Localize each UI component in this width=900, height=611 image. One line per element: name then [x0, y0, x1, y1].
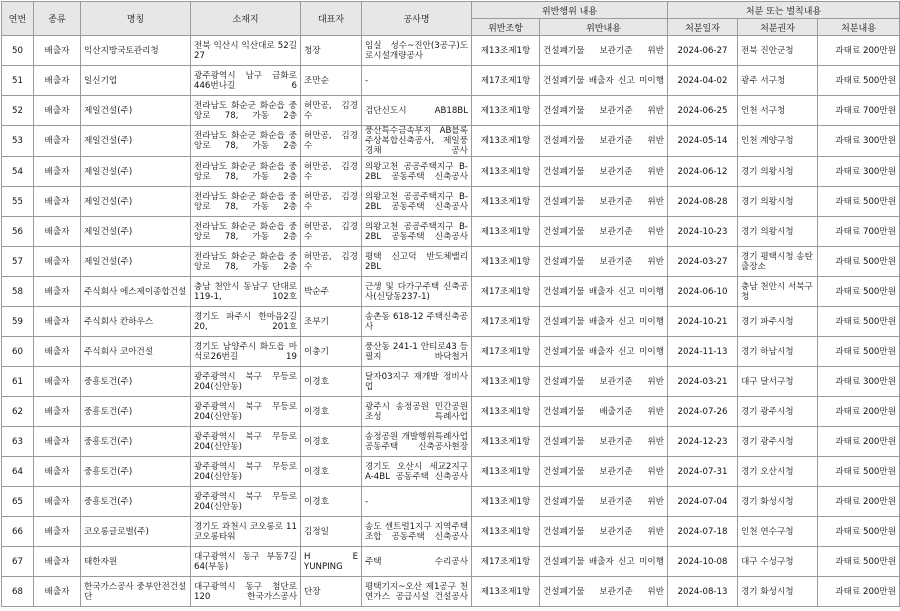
cell-rep: 허만공, 김경수 — [301, 187, 362, 217]
cell-type: 배출자 — [34, 397, 81, 427]
cell-date: 2024-06-10 — [668, 277, 738, 307]
cell-no: 54 — [2, 157, 34, 187]
cell-authority: 인천 서구청 — [738, 96, 818, 126]
cell-type: 배출자 — [34, 547, 81, 577]
cell-type: 배출자 — [34, 487, 81, 517]
header-type: 종류 — [34, 2, 81, 36]
cell-name: 중흥토건(주) — [81, 367, 191, 397]
cell-authority: 경기 하남시청 — [738, 337, 818, 367]
cell-penalty: 과태료 200만원 — [818, 36, 900, 66]
cell-project: 송정공원 개발행위특례사업 공동주택 신축공사현장 — [362, 427, 472, 457]
cell-name: 일신기업 — [81, 66, 191, 96]
cell-clause: 제13조제1항 — [472, 247, 540, 277]
cell-address: 충남 천안시 동남구 단대로 119-1, 102호 — [191, 277, 301, 307]
cell-address: 광주광역시 북구 무등로 204(신안동) — [191, 457, 301, 487]
cell-violation: 건설폐기물 보관기준 위반 — [540, 457, 668, 487]
header-address: 소재지 — [191, 2, 301, 36]
table-row — [2, 36, 900, 66]
cell-penalty: 과태료 500만원 — [818, 457, 900, 487]
cell-violation: 건설폐기물 보관기준 위반 — [540, 217, 668, 247]
cell-date: 2024-07-04 — [668, 487, 738, 517]
cell-authority: 경기 의왕시청 — [738, 157, 818, 187]
cell-name: 제일건설(주) — [81, 96, 191, 126]
cell-name: 주식회사 에스제이종합건설 — [81, 277, 191, 307]
cell-no: 63 — [2, 427, 34, 457]
cell-authority: 전북 진안군청 — [738, 36, 818, 66]
table-row — [2, 277, 900, 307]
cell-no: 67 — [2, 547, 34, 577]
cell-violation: 건설폐기물 보관기준 위반 — [540, 126, 668, 157]
penalty-table — [1, 1, 900, 607]
cell-address: 전북 익산시 익산대로 52길 27 — [191, 36, 301, 66]
cell-penalty: 과태료 500만원 — [818, 517, 900, 547]
cell-date: 2024-12-23 — [668, 427, 738, 457]
cell-rep: 허만공, 김경수 — [301, 217, 362, 247]
cell-penalty: 과태료 200만원 — [818, 577, 900, 607]
cell-authority: 경기 광주시청 — [738, 397, 818, 427]
table-row — [2, 487, 900, 517]
cell-address: 대구광역시 동구 부동7길 64(부동) — [191, 547, 301, 577]
cell-date: 2024-10-23 — [668, 217, 738, 247]
cell-address: 전라남도 화순군 화순읍 중앙로 78, 가동 2층 — [191, 247, 301, 277]
cell-rep: 허만공, 김경수 — [301, 96, 362, 126]
table-row — [2, 187, 900, 217]
cell-no: 65 — [2, 487, 34, 517]
cell-date: 2024-03-27 — [668, 247, 738, 277]
header-clause: 위반조항 — [472, 19, 540, 36]
cell-rep: 청장 — [301, 36, 362, 66]
cell-no: 52 — [2, 96, 34, 126]
cell-address: 대구광역시 동구 첨단로 120 한국가스공사 — [191, 577, 301, 607]
cell-violation: 건설폐기물 보관기준 위반 — [540, 487, 668, 517]
cell-name: 중흥토건(주) — [81, 457, 191, 487]
cell-date: 2024-03-21 — [668, 367, 738, 397]
cell-clause: 제13조제1항 — [472, 157, 540, 187]
cell-date: 2024-07-18 — [668, 517, 738, 547]
cell-rep: 박순주 — [301, 277, 362, 307]
cell-date: 2024-06-12 — [668, 157, 738, 187]
table-row — [2, 517, 900, 547]
cell-violation: 건설폐기물 보관기준 위반 — [540, 157, 668, 187]
cell-clause: 제17조제1항 — [472, 66, 540, 96]
cell-project: 주택 수리공사 — [362, 547, 472, 577]
cell-address: 경기도 파주시 한마음2길 20, 201호 — [191, 307, 301, 337]
cell-address: 광주광역시 북구 무등로 204(신안동) — [191, 487, 301, 517]
cell-authority: 대구 수성구청 — [738, 547, 818, 577]
cell-authority: 경기 오산시청 — [738, 457, 818, 487]
cell-project: 풍산동 241-1 안티로43 등 필지 바닥철거 — [362, 337, 472, 367]
cell-address: 광주광역시 북구 무등로 204(신안동) — [191, 427, 301, 457]
cell-project: 달자03지구 재개발 정비사업 — [362, 367, 472, 397]
cell-project: 의왕고천 공공주택지구 B-2BL 공동주택 신축공사 — [362, 187, 472, 217]
cell-penalty: 과태료 500만원 — [818, 247, 900, 277]
cell-name: 중흥토건(주) — [81, 487, 191, 517]
cell-type: 배출자 — [34, 247, 81, 277]
cell-penalty: 과태료 500만원 — [818, 337, 900, 367]
cell-no: 58 — [2, 277, 34, 307]
cell-clause: 제13조제1항 — [472, 36, 540, 66]
cell-no: 60 — [2, 337, 34, 367]
cell-clause: 제13조제1항 — [472, 96, 540, 126]
cell-penalty: 과태료 500만원 — [818, 187, 900, 217]
cell-type: 배출자 — [34, 96, 81, 126]
cell-date: 2024-08-13 — [668, 577, 738, 607]
cell-penalty: 과태료 500만원 — [818, 66, 900, 96]
cell-authority: 인천 계양구청 — [738, 126, 818, 157]
table-row — [2, 66, 900, 96]
cell-project: 송촌동 618-12 주택신축공사 — [362, 307, 472, 337]
cell-violation: 건설폐기물 배출자 신고 미이행 — [540, 307, 668, 337]
cell-type: 배출자 — [34, 187, 81, 217]
cell-authority: 경기 파주시청 — [738, 307, 818, 337]
cell-violation: 건설폐기물 보관기준 위반 — [540, 517, 668, 547]
cell-type: 배출자 — [34, 66, 81, 96]
cell-name: 제일건설(주) — [81, 217, 191, 247]
header-project: 공사명 — [362, 2, 472, 36]
table-row — [2, 157, 900, 187]
cell-clause: 제17조제1항 — [472, 547, 540, 577]
cell-date: 2024-06-25 — [668, 96, 738, 126]
header-penalty: 처분내용 — [818, 19, 900, 36]
cell-no: 55 — [2, 187, 34, 217]
cell-name: 코오롱글로벌(주) — [81, 517, 191, 547]
cell-date: 2024-07-26 — [668, 397, 738, 427]
cell-project: 의왕고천 공공주택지구 B-2BL 공동주택 신축공사 — [362, 217, 472, 247]
cell-name: 익산지방국토관리청 — [81, 36, 191, 66]
cell-date: 2024-05-14 — [668, 126, 738, 157]
cell-project: 풍산특수금속부지 AB블록 주상복합신축공사, 제일풍경채 공사 — [362, 126, 472, 157]
table-row — [2, 247, 900, 277]
cell-clause: 제13조제1항 — [472, 187, 540, 217]
cell-no: 56 — [2, 217, 34, 247]
cell-clause: 제13조제1항 — [472, 457, 540, 487]
cell-penalty: 과태료 500만원 — [818, 277, 900, 307]
cell-address: 경기도 과천시 코오롱로 11 코오롱타워 — [191, 517, 301, 547]
cell-type: 배출자 — [34, 577, 81, 607]
cell-violation: 건설폐기물 보관기준 위반 — [540, 577, 668, 607]
header-rep: 대표자 — [301, 2, 362, 36]
cell-name: 제일건설(주) — [81, 187, 191, 217]
cell-type: 배출자 — [34, 307, 81, 337]
cell-no: 50 — [2, 36, 34, 66]
cell-rep: H E YUNPING — [301, 547, 362, 577]
cell-name: 주식회사 코아건설 — [81, 337, 191, 367]
cell-project: 검단신도시 AB18BL — [362, 96, 472, 126]
cell-clause: 제13조제1항 — [472, 367, 540, 397]
cell-address: 광주광역시 남구 금화로446번나길 6 — [191, 66, 301, 96]
cell-type: 배출자 — [34, 157, 81, 187]
cell-rep: 이경호 — [301, 427, 362, 457]
table-row — [2, 307, 900, 337]
cell-violation: 건설폐기물 배출자 신고 미이행 — [540, 277, 668, 307]
cell-project: - — [362, 487, 472, 517]
cell-no: 61 — [2, 367, 34, 397]
cell-penalty: 과태료 200만원 — [818, 397, 900, 427]
cell-violation: 건설폐기물 보관기준 위반 — [540, 187, 668, 217]
cell-clause: 제13조제1항 — [472, 217, 540, 247]
cell-rep: 이경호 — [301, 397, 362, 427]
header-no: 연번 — [2, 2, 34, 36]
cell-rep: 이경호 — [301, 487, 362, 517]
cell-type: 배출자 — [34, 337, 81, 367]
cell-clause: 제13조제1항 — [472, 487, 540, 517]
cell-violation: 건설폐기물 배출자 신고 미이행 — [540, 547, 668, 577]
cell-name: 주식회사 칸하우스 — [81, 307, 191, 337]
cell-rep: 조부기 — [301, 307, 362, 337]
cell-name: 제일건설(주) — [81, 157, 191, 187]
cell-address: 전라남도 화순군 화순읍 중앙로 78, 가동 2층 — [191, 157, 301, 187]
cell-violation: 건설폐기물 보관기준 위반 — [540, 96, 668, 126]
cell-project: 송도 센트럴1지구 지역주택조합 공동주택 신축공사 — [362, 517, 472, 547]
cell-address: 전라남도 화순군 화순읍 중앙로 78, 가동 2층 — [191, 187, 301, 217]
cell-date: 2024-04-02 — [668, 66, 738, 96]
table-row — [2, 577, 900, 607]
cell-project: 근생 및 다가구주택 신축공사(신당동237-1) — [362, 277, 472, 307]
cell-violation: 건설폐기물 배출자 신고 미이행 — [540, 337, 668, 367]
cell-penalty: 과태료 300만원 — [818, 126, 900, 157]
cell-name: 제일건설(주) — [81, 126, 191, 157]
header-violation: 위반내용 — [540, 19, 668, 36]
cell-no: 53 — [2, 126, 34, 157]
cell-clause: 제13조제1항 — [472, 577, 540, 607]
cell-project: 평택 신고덕 반도체밸리 2BL — [362, 247, 472, 277]
cell-rep: 허만공, 김경수 — [301, 247, 362, 277]
table-row — [2, 217, 900, 247]
cell-penalty: 과태료 200만원 — [818, 487, 900, 517]
cell-authority: 경기 의왕시청 — [738, 187, 818, 217]
cell-type: 배출자 — [34, 277, 81, 307]
cell-type: 배출자 — [34, 517, 81, 547]
table-row — [2, 367, 900, 397]
table-row — [2, 96, 900, 126]
cell-penalty: 과태료 300만원 — [818, 157, 900, 187]
cell-no: 51 — [2, 66, 34, 96]
cell-type: 배출자 — [34, 126, 81, 157]
table-row — [2, 337, 900, 367]
cell-address: 경기도 남양주시 화도읍 마석로26번길 19 — [191, 337, 301, 367]
cell-rep: 허만공, 김경수 — [301, 157, 362, 187]
cell-project: 광주시 송정공원 민간공원조성 특례사업 — [362, 397, 472, 427]
cell-no: 59 — [2, 307, 34, 337]
table-row — [2, 126, 900, 157]
cell-rep: 김정일 — [301, 517, 362, 547]
cell-type: 배출자 — [34, 36, 81, 66]
table-row — [2, 457, 900, 487]
cell-violation: 건설폐기물 배출기준 위반 — [540, 397, 668, 427]
cell-date: 2024-11-13 — [668, 337, 738, 367]
cell-rep: 단장 — [301, 577, 362, 607]
cell-address: 광주광역시 북구 무등로 204(신안동) — [191, 367, 301, 397]
cell-no: 66 — [2, 517, 34, 547]
cell-project: 임실 성수~진안(3공구)도로시설개량공사 — [362, 36, 472, 66]
cell-type: 배출자 — [34, 427, 81, 457]
cell-clause: 제17조제1항 — [472, 277, 540, 307]
cell-violation: 건설폐기물 배출자 신고 미이행 — [540, 66, 668, 96]
cell-date: 2024-10-08 — [668, 547, 738, 577]
header-violation-group: 위반행위 내용 — [472, 2, 668, 19]
cell-name: 제일건설(주) — [81, 247, 191, 277]
cell-penalty: 과태료 700만원 — [818, 96, 900, 126]
cell-authority: 대구 달서구청 — [738, 367, 818, 397]
header-authority: 처분권자 — [738, 19, 818, 36]
table-row — [2, 397, 900, 427]
cell-address: 전라남도 화순군 화순읍 중앙로 78, 가동 2층 — [191, 96, 301, 126]
cell-name: 중흥토건(주) — [81, 397, 191, 427]
cell-authority: 경기 화성시청 — [738, 577, 818, 607]
cell-authority: 경기 평택시청 송탄출장소 — [738, 247, 818, 277]
cell-rep: 이충기 — [301, 337, 362, 367]
cell-type: 배출자 — [34, 217, 81, 247]
cell-penalty: 과태료 200만원 — [818, 427, 900, 457]
cell-project: 경기도 오산시 세교2지구 A-4BL 공동주택 신축공사 — [362, 457, 472, 487]
cell-address: 전라남도 화순군 화순읍 중앙로 78, 가동 2층 — [191, 126, 301, 157]
header-date: 처분일자 — [668, 19, 738, 36]
cell-date: 2024-10-21 — [668, 307, 738, 337]
cell-clause: 제13조제1항 — [472, 517, 540, 547]
cell-penalty: 과태료 700만원 — [818, 217, 900, 247]
cell-project: 의왕고천 공공주택지구 B-2BL 공동주택 신축공사 — [362, 157, 472, 187]
cell-authority: 경기 화성시청 — [738, 487, 818, 517]
cell-address: 전라남도 화순군 화순읍 중앙로 78, 가동 2층 — [191, 217, 301, 247]
cell-address: 광주광역시 북구 무등로 204(신안동) — [191, 397, 301, 427]
cell-rep: 조만순 — [301, 66, 362, 96]
header-name: 명칭 — [81, 2, 191, 36]
cell-rep: 이경호 — [301, 457, 362, 487]
cell-penalty: 과태료 500만원 — [818, 307, 900, 337]
cell-no: 64 — [2, 457, 34, 487]
cell-clause: 제13조제1항 — [472, 397, 540, 427]
cell-rep: 이경호 — [301, 367, 362, 397]
cell-rep: 허만공, 김경수 — [301, 126, 362, 157]
cell-name: 중흥토건(주) — [81, 427, 191, 457]
cell-violation: 건설폐기물 보관기준 위반 — [540, 427, 668, 457]
cell-date: 2024-07-31 — [668, 457, 738, 487]
table-row — [2, 427, 900, 457]
cell-name: 한국가스공사 중부안전건설단 — [81, 577, 191, 607]
cell-no: 57 — [2, 247, 34, 277]
cell-penalty: 과태료 300만원 — [818, 367, 900, 397]
cell-no: 68 — [2, 577, 34, 607]
cell-authority: 광주 서구청 — [738, 66, 818, 96]
cell-authority: 경기 의왕시청 — [738, 217, 818, 247]
header-penalty-group: 처분 또는 벌칙내용 — [668, 2, 900, 19]
cell-violation: 건설폐기물 보관기준 위반 — [540, 247, 668, 277]
cell-clause: 제13조제1항 — [472, 126, 540, 157]
cell-name: 태한자원 — [81, 547, 191, 577]
cell-authority: 인천 연수구청 — [738, 517, 818, 547]
cell-authority: 경기 광주시청 — [738, 427, 818, 457]
cell-clause: 제13조제1항 — [472, 427, 540, 457]
cell-type: 배출자 — [34, 457, 81, 487]
cell-project: 평택기지~오산 제1공구 천연가스 공급시설 건설공사 — [362, 577, 472, 607]
cell-clause: 제17조제1항 — [472, 337, 540, 367]
cell-violation: 건설폐기물 보관기준 위반 — [540, 36, 668, 66]
table-row — [2, 547, 900, 577]
cell-project: - — [362, 66, 472, 96]
cell-no: 62 — [2, 397, 34, 427]
cell-authority: 충남 천안시 서북구청 — [738, 277, 818, 307]
cell-type: 배출자 — [34, 367, 81, 397]
cell-clause: 제17조제1항 — [472, 307, 540, 337]
cell-penalty: 과태료 500만원 — [818, 547, 900, 577]
cell-date: 2024-08-28 — [668, 187, 738, 217]
cell-date: 2024-06-27 — [668, 36, 738, 66]
cell-violation: 건설폐기물 보관기준 위반 — [540, 367, 668, 397]
